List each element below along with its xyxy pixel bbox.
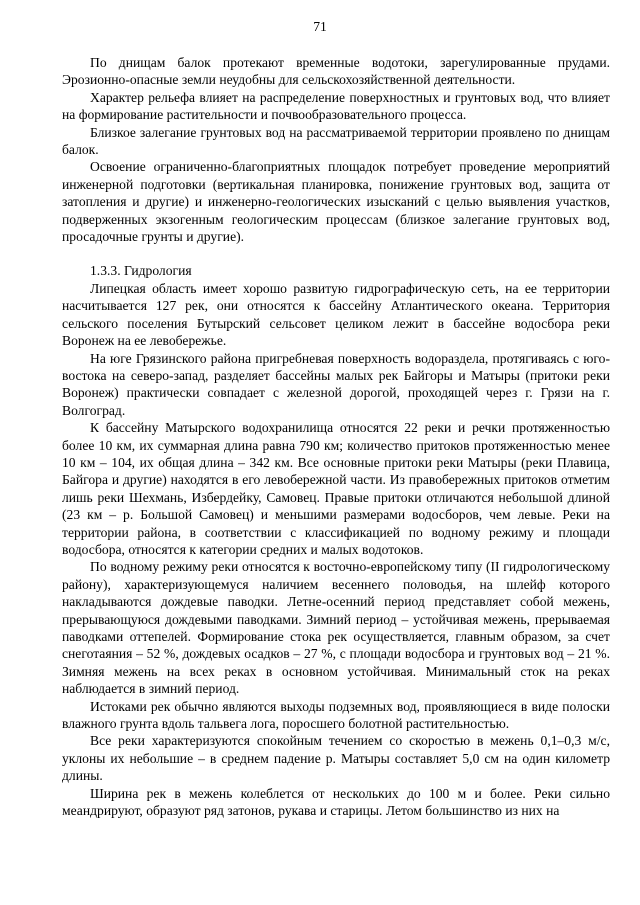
paragraph: На юге Грязинского района пригребневая поверхность водораздела, протягиваясь с юго-востока на северо-запад, разделяет бассейны малых рек Байгоры и Матыры (притоки реки Воронеж) практически совпадает с железной дорогой, проходящей через г. Грязи на г. Волгоград. xyxy=(62,350,610,418)
paragraph: По днищам балок протекают временные водотоки, зарегулированные прудами. Эрозионно-опасные земли неудобны для сельскохозяйственной деятельности. xyxy=(62,55,610,88)
paragraph: Характер рельефа влияет на распределение поверхностных и грунтовых вод, что влияет на формирование растительности и почвообразовательного процесса. xyxy=(62,89,610,123)
paragraph: Близкое залегание грунтовых вод на рассматриваемой территории проявлено по днищам балок. xyxy=(62,124,610,158)
paragraph: Истоками рек обычно являются выходы подземных вод, проявляющиеся в виде полоски влажного грунта вдоль тальвега лога, поросшего болотной растительностью. xyxy=(62,698,610,732)
paragraph: Липецкая область имеет хорошо развитую гидрографическую сеть, на ее территории насчитывается 127 рек, они относятся к бассейну Атлантического океана. Территория сельского поселения Бутырский сельсовет целиком лежит в бассейне водосбора реки Воронеж на ее левобережье. xyxy=(62,280,610,349)
page-content xyxy=(62,54,610,819)
paragraph: По водному режиму реки относятся к восточно-европейскому типу (II гидрологическому району), характеризующемуся наличием весеннего половодья, на шлейф которого накладываются дождевые паводки. Летне-осенний период представляет собой межень, прерывающуюся дождевыми паводками. Зимний период – устойчивая межень, прерываемая паводками оттепелей. Формирование стока рек осуществляется, главным образом, за счет снеготаяния – 52 %, дождевых осадков – 27 %, с площади водосбора и грунтовых вод – 21 %. Зимняя межень на всех реках в основном устойчивая. Минимальный сток на реках наблюдается в зимний период. xyxy=(62,559,610,697)
section-heading: 1.3.3. Гидрология xyxy=(90,263,192,279)
paragraph: Освоение ограниченно-благоприятных площадок потребует проведение мероприятий инженерной подготовки (вертикальная планировка, понижение грунтовых вод, защита от затопления и другие) и инженерно-геологических изысканий с целью выявления участков, подверженных экзогенным геологическим процессам (близкое залегание грунтовых вод, просадочные грунты и другие). xyxy=(62,159,610,245)
page-number: 71 xyxy=(313,19,327,34)
paragraph: Ширина рек в межень колеблется от нескольких до 100 м и более. Реки сильно меандрируют, образуют ряд затонов, рукава и старицы. Летом большинство из них на xyxy=(62,785,610,819)
paragraph: К бассейну Матырского водохранилища относятся 22 реки и речки протяженностью более 10 км, их суммарная длина равна 790 км; количество притоков протяженностью менее 10 км – 104, их общая длина – 342 км. Все основные притоки реки Матыры (реки Плавица, Байгора и другие) находятся в его левобережной части. Из правобережных притоков отметим лишь реки Шехмань, Избердейку, Самовец. Правые притоки отличаются небольшой длиной (23 км – р. Большой Самовец) и меньшими размерами водосборов, чем левые. Реки на территории района, в соответствии с классификацией по водному режиму и площади водосбора, относятся к категории средних и малых водотоков. xyxy=(62,420,610,557)
paragraph: Все реки характеризуются спокойным течением со скоростью в межень 0,1–0,3 м/с, уклоны их небольшие – в среднем падение р. Матыры составляет 5,0 см на один километр длины. xyxy=(62,733,610,784)
